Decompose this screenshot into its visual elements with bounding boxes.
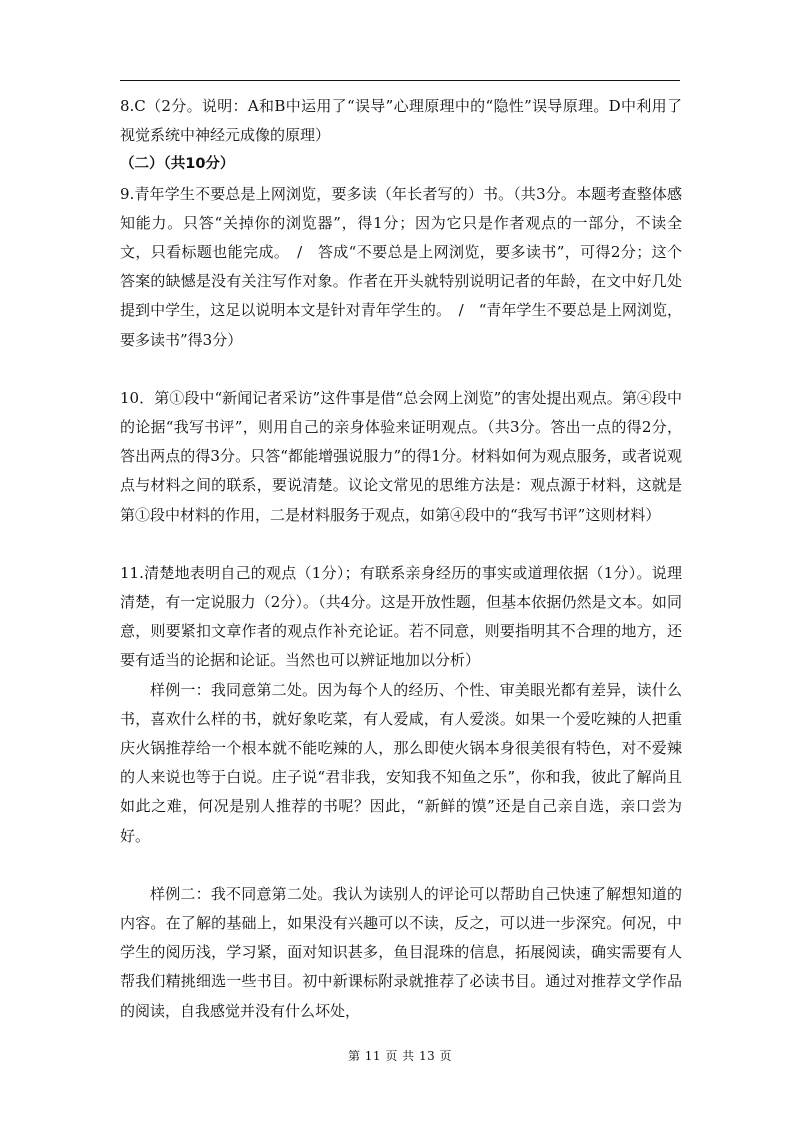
page-number: 第 11 页 共 13 页: [347, 1049, 453, 1063]
sample-answer-2: 样例二：我不同意第二处。我认为读别人的评论可以帮助自己快速了解想知道的内容。在了解的基础上，如果没有兴趣可以不读，反之，可以进一步深究。何况，中学生的阅历浅，学习紧，面对知识甚多，鱼目混珠的信息，拓展阅读，确实需要有人帮我们精挑细选一些书目。初中新课标附录就推荐了必读书目。通过对推荐文学作品的阅读，自我感觉并没有什么坏处，: [120, 884, 682, 1020]
header-rule: [120, 80, 680, 81]
answer-q10: 10．第①段中“新闻记者采访”这件事是借“总会网上浏览”的害处提出观点。第④段中的论据“我写书评”，则用自己的亲身体验来证明观点。（共3分。答出一点的得2分，答出两点的得3分。只答“都能增强说服力”的得1分。材料如何为观点服务，或者说观点与材料之间的联系，要说清楚。议论文常见的思维方法是：观点源于材料，这就是第①段中材料的作用，二是材料服务于观点，如第④段中的“我写书评”这则材料）: [120, 388, 682, 524]
section-heading: （二）（共10分）: [120, 156, 235, 173]
answer-q9: 9.青年学生不要总是上网浏览，要多读（年长者写的）书。（共3分。本题考查整体感知能力。只答“关掉你的浏览器”，得1分；因为它只是作者观点的一部分，不读全文，只看标题也能完成。 / 答成“不要总是上网浏览，要多读书”，可得2分；这个答案的缺憾是没有关注写作对象。作者在开头就特别说明记者的年龄，在文中好几处提到中学生，这足以说明本文是针对青年学生的。 / “青年学生不要总是上网浏览，要多读书”得3分）: [120, 184, 682, 349]
answer-content: [120, 92, 682, 1026]
sample-answer-1: 样例一：我同意第二处。因为每个人的经历、个性、审美眼光都有差异，读什么书，喜欢什么样的书，就好象吃菜，有人爱咸，有人爱淡。如果一个爱吃辣的人把重庆火锅推荐给一个根本就不能吃辣的人，那么即使火锅本身很美很有特色，对不爱辣的人来说也等于白说。庄子说“君非我，安知我不知鱼之乐”，你和我，彼此了解尚且如此之难，何况是别人推荐的书呢？因此，“新鲜的馍”还是自己亲自选，亲口尝为好。: [120, 680, 682, 845]
answer-q8: 8.C（2分。说明：A和B中运用了“误导”心理原理中的“隐性”误导原理。D中利用了视觉系统中神经元成像的原理）: [120, 97, 682, 145]
answer-q11: 11.清楚地表明自己的观点（1分）；有联系亲身经历的事实或道理依据（1分）。说理清楚，有一定说服力（2分）。（共4分。这是开放性题，但基本依据仍然是文本。如同意，则要紧扣文章作者的观点作补充论证。若不同意，则要指明其不合理的地方，还要有适当的论据和论证。当然也可以辨证地加以分析）: [120, 563, 682, 670]
